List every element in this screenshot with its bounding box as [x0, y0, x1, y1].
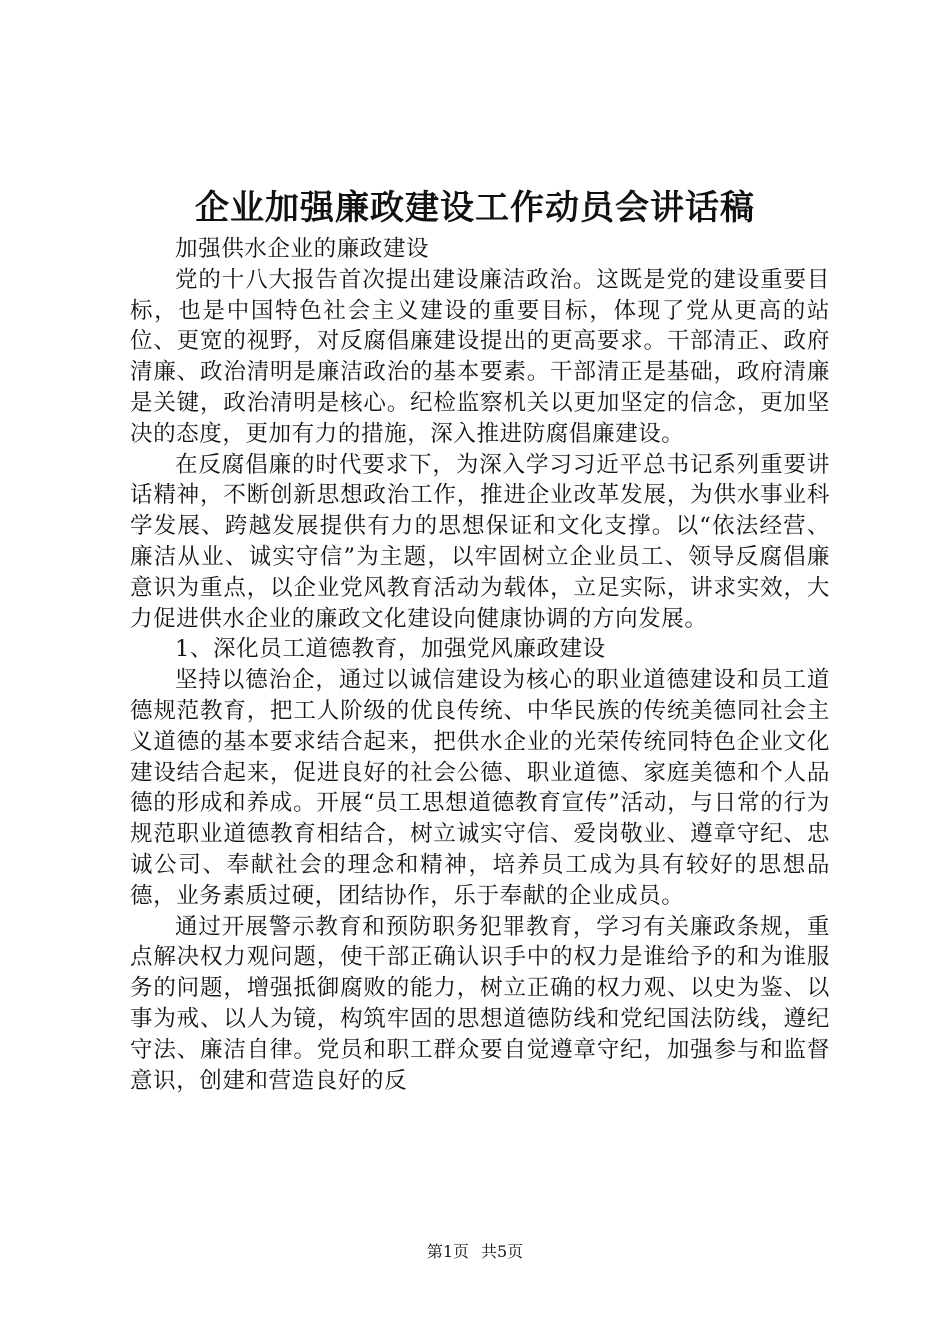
- page-total: 共5页: [481, 1242, 524, 1261]
- paragraph-anti-corruption-requirements: 在反腐倡廉的时代要求下，为深入学习习近平总书记系列重要讲话精神，不断创新思想政治工作，推进企业改革发展，为供水事业科学发展、跨越发展提供有力的思想保证和文化支撑。以“依法经营、廉洁从业、诚实守信”为主题，以牢固树立企业员工、领导反腐倡廉意识为重点，以企业党风教育活动为载体，立足实际，讲求实效，大力促进供水企业的廉政文化建设向健康协调的方向发展。: [130, 451, 830, 632]
- paragraph-moral-governance: 坚持以德治企，通过以诚信建设为核心的职业道德建设和员工道德规范教育，把工人阶级的优良传统、中华民族的传统美德同社会主义道德的基本要求结合起来，把供水企业的光荣传统同特色企业文化建设结合起来，促进良好的社会公德、职业道德、家庭美德和个人品德的形成和养成。开展“员工思想道德教育宣传”活动，与日常的行为规范职业道德教育相结合，树立诚实守信、爱岗敬业、遵章守纪、忠诚公司、奉献社会的理念和精神，培养员工成为具有较好的思想品德，业务素质过硬，团结协作，乐于奉献的企业成员。: [130, 667, 830, 909]
- section-heading-moral-education: 1、深化员工道德教育，加强党风廉政建设: [175, 636, 606, 663]
- page-number: 第1页: [426, 1242, 469, 1261]
- page-footer: [0, 1240, 950, 1264]
- document-body: [130, 234, 830, 1096]
- paragraph-warning-education: 通过开展警示教育和预防职务犯罪教育，学习有关廉政条规，重点解决权力观问题，使干部正确认识手中的权力是谁给予的和为谁服务的问题，增强抵御腐败的能力，树立正确的权力观、以史为鉴、以事为戒、以人为镜，构筑牢固的思想道德防线和党纪国法防线，遵纪守法、廉洁自律。党员和职工群众要自觉遵章守纪，加强参与和监督意识，创建和营造良好的反: [130, 913, 830, 1094]
- section-heading-water-supply: 加强供水企业的廉政建设: [175, 236, 430, 262]
- paragraph-party-congress: 党的十八大报告首次提出建设廉洁政治。这既是党的建设重要目标，也是中国特色社会主义建设的重要目标，体现了党从更高的站位、更宽的视野，对反腐倡廉建设提出的更高要求。干部清正、政府清廉、政治清明是廉洁政治的基本要素。干部清正是基础，政府清廉是关键，政治清明是核心。纪检监察机关以更加坚定的信念，更加坚决的态度，更加有力的措施，深入推进防腐倡廉建设。: [130, 266, 830, 447]
- document-title: 企业加强廉政建设工作动员会讲话稿: [195, 188, 755, 228]
